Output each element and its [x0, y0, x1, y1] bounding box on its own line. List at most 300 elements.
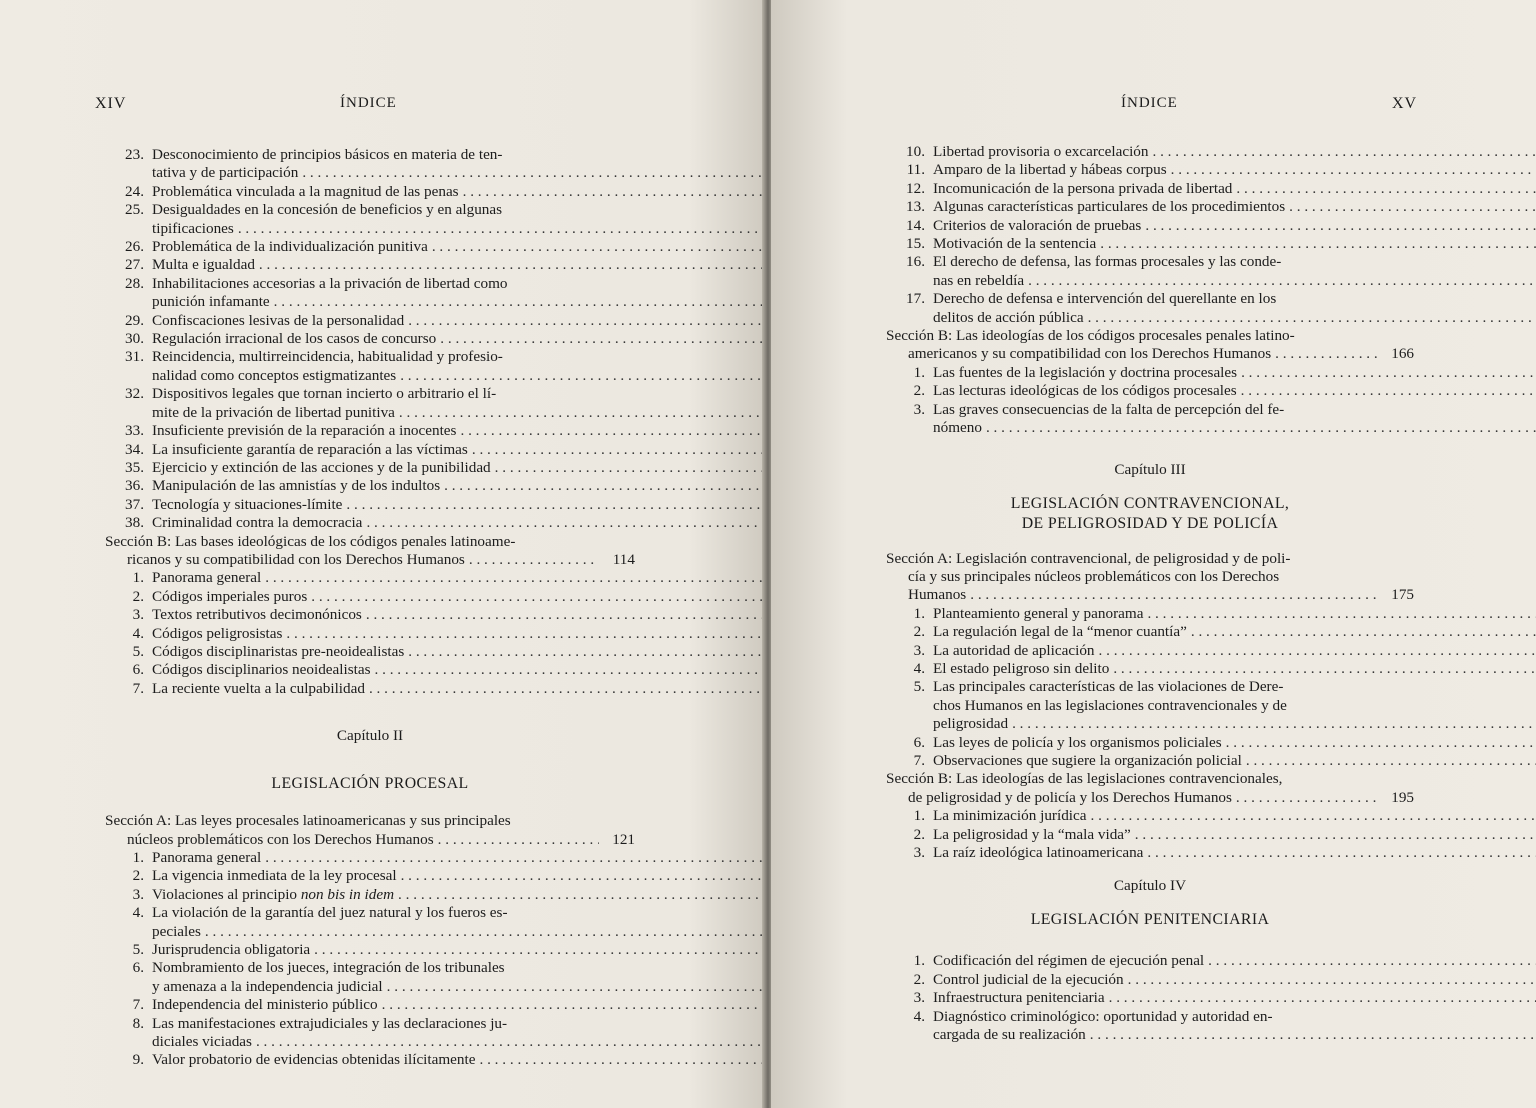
entry-number: 8. — [132, 1014, 144, 1032]
section-title: de peligrosidad y de policía y los Derechos Humanos — [908, 788, 1232, 806]
entry-number: 33. — [125, 422, 144, 440]
leader-dots — [1289, 198, 1536, 216]
entry-title: La minimización jurídica — [933, 807, 1087, 825]
entry-title-line — [933, 217, 1536, 235]
entry-title: Confiscaciones lesivas de la personalidad — [152, 311, 405, 329]
section-heading — [886, 550, 1414, 605]
entry-number: 23. — [125, 146, 144, 163]
entry-title-line — [152, 238, 765, 256]
entry-title-line — [152, 183, 765, 201]
entry-title-line — [933, 623, 1536, 641]
entry-number: 7. — [132, 996, 144, 1014]
leader-dots — [479, 1051, 765, 1069]
entry-title: Criterios de valoración de pruebas — [933, 216, 1142, 234]
section-heading — [105, 812, 635, 849]
entry-body — [933, 143, 1536, 161]
chapter-title: LEGISLACIÓN PROCESAL — [271, 775, 469, 793]
leader-dots — [1028, 272, 1536, 290]
entry-title-line — [152, 293, 765, 311]
toc-entry — [886, 989, 1414, 1007]
entry-title-line — [152, 569, 765, 587]
entry-body — [152, 146, 765, 183]
entry-title-line — [152, 643, 765, 661]
leader-dots — [387, 978, 765, 996]
leader-dots — [1128, 971, 1536, 989]
toc-entry — [105, 422, 635, 440]
leader-dots — [1145, 217, 1536, 235]
entry-title: cargada de su realización — [933, 1026, 1086, 1044]
entry-title-line — [933, 180, 1536, 198]
entry-title: La autoridad de aplicación — [933, 641, 1095, 659]
entry-title: Ejercicio y extinción de las acciones y de la punibilidad — [152, 458, 491, 476]
leader-dots — [205, 923, 765, 941]
entry-title-line — [933, 309, 1536, 327]
page-number: 195 — [1391, 788, 1414, 806]
entry-title-line — [152, 680, 765, 698]
entry-title-line: Inhabilitaciones accesorias a la privación de libertad como — [152, 274, 508, 292]
leader-dots — [286, 625, 765, 643]
toc-right — [886, 143, 1414, 1044]
entry-title-line — [152, 1033, 765, 1051]
entry-title-line — [933, 989, 1536, 1007]
entry-body — [152, 256, 765, 274]
leader-dots — [1226, 734, 1536, 752]
entry-body — [933, 180, 1536, 198]
entry-number: 3. — [913, 641, 925, 659]
entry-title-text: Violaciones al principio — [152, 885, 301, 903]
entry-body — [152, 867, 765, 885]
entry-title: Códigos disciplinaristas pre-neoidealistas — [152, 642, 405, 660]
entry-number: 31. — [125, 348, 144, 366]
entry-title-line — [933, 364, 1536, 382]
entry-title: La reciente vuelta a la culpabilidad — [152, 679, 365, 697]
leader-dots — [375, 661, 765, 679]
section-title: americanos y su compatibilidad con los Derechos Humanos — [908, 345, 1272, 363]
entry-number: 3. — [132, 606, 144, 624]
entry-title-line: Dispositivos legales que tornan incierto o arbitrario el lí- — [152, 385, 497, 403]
toc-entry — [105, 514, 635, 532]
section-line: cía y sus principales núcleos problemáticos con los Derechos — [908, 567, 1280, 585]
entry-title-line: El derecho de defensa, las formas procesales y las conde- — [933, 253, 1282, 271]
entry-number: 11. — [906, 161, 925, 179]
entry-title-line — [933, 715, 1536, 733]
toc-entry — [886, 180, 1414, 198]
entry-body — [933, 217, 1536, 235]
entry-body — [933, 623, 1536, 641]
leader-dots — [238, 220, 765, 238]
entry-title-line — [933, 752, 1536, 770]
entry-body — [152, 183, 765, 201]
entry-body — [933, 844, 1536, 862]
leader-dots — [366, 514, 765, 532]
entry-number: 27. — [125, 256, 144, 274]
entry-body — [152, 514, 765, 532]
leader-dots — [259, 256, 765, 274]
leader-dots — [1113, 660, 1536, 678]
entry-body — [152, 606, 765, 624]
toc-entry — [105, 238, 635, 256]
toc-section — [886, 550, 1414, 605]
entry-title: Control judicial de la ejecución — [933, 970, 1124, 988]
chapter-title-line2: DE PELIGROSIDAD Y DE POLICÍA — [1021, 514, 1279, 532]
entry-title: La raíz ideológica latinoamericana — [933, 844, 1144, 861]
entry-title: Problemática de la individualización punitiva — [152, 238, 428, 256]
leader-dots — [302, 164, 765, 182]
toc-entry — [105, 348, 635, 385]
leader-dots — [460, 422, 765, 440]
leader-dots — [408, 312, 765, 330]
entry-title-line — [152, 256, 765, 274]
leader-dots — [1236, 180, 1536, 198]
leader-dots — [1171, 161, 1536, 179]
entry-number: 32. — [125, 385, 144, 403]
leader-dots — [366, 606, 765, 624]
toc-entry — [105, 330, 635, 348]
entry-body — [152, 385, 765, 422]
entry-title-line — [933, 382, 1536, 400]
page-number: 121 — [612, 830, 635, 848]
toc-group — [105, 146, 635, 533]
toc-entry — [886, 217, 1414, 235]
leader-dots — [314, 941, 765, 959]
entry-body — [152, 330, 765, 348]
section-heading — [886, 770, 1414, 807]
leader-dots — [399, 404, 765, 422]
toc-entry — [886, 623, 1414, 641]
entry-title: Textos retributivos decimonónicos — [152, 606, 362, 624]
entry-title: Códigos disciplinarios neoidealistas — [152, 661, 371, 679]
entry-title: peligrosidad — [933, 715, 1009, 733]
entry-body — [933, 952, 1536, 970]
leader-dots — [1147, 844, 1536, 862]
entry-title — [152, 886, 394, 904]
entry-title-line — [152, 1051, 765, 1069]
toc-left — [105, 146, 635, 1070]
entry-number: 1. — [913, 807, 925, 825]
entry-body — [152, 588, 765, 606]
entry-title-line — [152, 625, 765, 643]
entry-title-line — [152, 441, 765, 459]
entry-title-line — [933, 734, 1536, 752]
toc-entry — [105, 256, 635, 274]
toc-entry — [105, 459, 635, 477]
entry-number: 26. — [125, 238, 144, 256]
toc-entry — [886, 364, 1414, 382]
chapter-label: Capítulo IV — [1113, 877, 1187, 895]
toc-entry — [886, 807, 1414, 825]
section-line: Sección A: Las leyes procesales latinoamericanas y sus principales — [105, 812, 511, 830]
entry-number: 1. — [132, 569, 144, 587]
entry-title-line — [152, 867, 765, 885]
entry-title: La insuficiente garantía de reparación a las víctimas — [152, 440, 468, 458]
section-title: ricanos y su compatibilidad con los Derechos Humanos — [127, 550, 465, 568]
toc-entry — [105, 625, 635, 643]
entry-title-line — [152, 941, 765, 959]
entry-number: 6. — [132, 959, 144, 977]
entry-number: 3. — [913, 989, 925, 1007]
leader-dots — [1241, 382, 1536, 400]
section-line: Sección B: Las ideologías de las legislaciones contravencionales, — [886, 770, 1283, 788]
entry-body — [933, 660, 1536, 678]
entry-body — [152, 1051, 765, 1069]
entry-title-line: Las graves consecuencias de la falta de percepción del fe- — [933, 400, 1285, 418]
toc-section — [886, 327, 1414, 364]
entry-body — [933, 1008, 1536, 1045]
entry-title-line: Nombramiento de los jueces, integración de los tribunales — [152, 959, 505, 977]
entry-body — [933, 642, 1536, 660]
toc-entry — [105, 886, 635, 904]
entry-title: Independencia del ministerio público — [152, 996, 378, 1014]
entry-body — [933, 382, 1536, 400]
toc-entry — [105, 1051, 635, 1069]
entry-number: 3. — [913, 400, 925, 418]
entry-body — [152, 904, 765, 941]
entry-title-line — [152, 459, 765, 477]
entry-title: peciales — [152, 922, 201, 940]
toc-entry — [105, 496, 635, 514]
section-title: Humanos — [908, 586, 967, 604]
leader-dots — [369, 680, 765, 698]
entry-title-line: Las principales características de las violaciones de Dere- — [933, 678, 1284, 696]
entry-title-line — [152, 164, 765, 182]
leader-dots — [401, 867, 765, 885]
chapter-label: Capítulo II — [336, 727, 404, 745]
entry-title: nalidad como conceptos estigmatizantes — [152, 366, 397, 384]
entry-title-line — [152, 477, 765, 495]
entry-number: 2. — [913, 382, 925, 400]
toc-group — [886, 364, 1414, 438]
entry-number: 7. — [913, 751, 925, 769]
entry-title-line: Desconocimiento de principios básicos en materia de ten- — [152, 146, 503, 163]
toc-entry — [105, 643, 635, 661]
leader-dots — [986, 419, 1536, 437]
entry-number: 30. — [125, 330, 144, 348]
entry-title-line — [933, 161, 1536, 179]
toc-entry — [886, 952, 1414, 970]
leader-dots — [398, 886, 765, 904]
toc-section — [105, 812, 635, 849]
entry-title-line — [152, 422, 765, 440]
entry-title-line — [152, 367, 765, 385]
entry-title: El estado peligroso sin delito — [933, 659, 1110, 677]
entry-title-line — [152, 312, 765, 330]
entry-number: 34. — [125, 440, 144, 458]
entry-title-line — [933, 419, 1536, 437]
entry-body — [152, 312, 765, 330]
entry-body — [152, 201, 765, 238]
leader-dots — [1100, 235, 1536, 253]
entry-number: 10. — [906, 143, 925, 160]
entry-title-line — [933, 143, 1536, 161]
entry-title: mite de la privación de libertad punitiva — [152, 403, 395, 421]
entry-number: 1. — [913, 604, 925, 622]
leader-dots — [274, 293, 765, 311]
entry-body — [933, 752, 1536, 770]
entry-number: 36. — [125, 477, 144, 495]
entry-number: 16. — [906, 253, 925, 271]
entry-number: 29. — [125, 311, 144, 329]
toc-entry — [886, 605, 1414, 623]
page-number: 166 — [1391, 345, 1414, 363]
toc-entry — [886, 678, 1414, 733]
entry-title: La peligrosidad y la “mala vida” — [933, 825, 1131, 843]
entry-title-line: Reincidencia, multirreincidencia, habitualidad y profesio- — [152, 348, 503, 366]
entry-title-line: Diagnóstico criminológico: oportunidad y autoridad en- — [933, 1007, 1273, 1025]
leader-dots — [440, 330, 765, 348]
toc-group — [886, 605, 1414, 771]
entry-number: 4. — [132, 904, 144, 922]
entry-body — [933, 253, 1536, 290]
entry-number: 6. — [913, 733, 925, 751]
page-folio: XV — [1392, 95, 1418, 112]
entry-title-line: chos Humanos en las legislaciones contravencionales y de — [933, 696, 1287, 714]
toc-entry — [886, 235, 1414, 253]
toc-group — [886, 143, 1414, 327]
entry-number: 3. — [913, 844, 925, 861]
entry-title: Manipulación de las amnistías y de los indultos — [152, 477, 441, 495]
toc-group — [886, 807, 1414, 862]
page-number: 175 — [1391, 586, 1414, 604]
entry-title-italic: non bis in idem — [300, 885, 395, 903]
entry-body — [933, 989, 1536, 1007]
leader-dots — [1088, 309, 1536, 327]
entry-title-line: Las manifestaciones extrajudiciales y las declaraciones ju- — [152, 1014, 508, 1032]
leader-dots — [265, 849, 765, 867]
section-line — [886, 789, 1414, 807]
entry-body — [152, 941, 765, 959]
toc-entry — [105, 385, 635, 422]
leader-dots — [382, 996, 765, 1014]
entry-title: Amparo de la libertad y hábeas corpus — [933, 161, 1167, 179]
entry-number: 1. — [132, 849, 144, 866]
toc-entry — [105, 606, 635, 624]
entry-title-line — [152, 661, 765, 679]
entry-body — [152, 569, 765, 587]
toc-entry — [886, 660, 1414, 678]
entry-number: 2. — [132, 867, 144, 885]
entry-body — [152, 661, 765, 679]
entry-number: 2. — [913, 623, 925, 641]
entry-title-line — [933, 826, 1536, 844]
toc-entry — [105, 588, 635, 606]
entry-body — [933, 678, 1536, 733]
entry-number: 13. — [906, 198, 925, 216]
entry-title-line — [933, 952, 1536, 970]
leader-dots — [472, 441, 765, 459]
entry-title: tativa y de participación — [152, 164, 299, 182]
toc-entry — [105, 1015, 635, 1052]
section-line: Sección A: Legislación contravencional, de peligrosidad y de poli- — [886, 549, 1291, 567]
entry-number: 24. — [125, 182, 144, 200]
toc-entry — [105, 312, 635, 330]
entry-title-line — [933, 235, 1536, 253]
toc-entry — [886, 1008, 1414, 1045]
entry-body — [933, 161, 1536, 179]
toc-entry — [105, 201, 635, 238]
leader-dots — [463, 183, 765, 201]
entry-title: Regulación irracional de los casos de concurso — [152, 330, 437, 348]
entry-title-line: Desigualdades en la concesión de beneficios y en algunas — [152, 201, 503, 219]
entry-title: Infraestructura penitenciaria — [933, 989, 1105, 1007]
entry-number: 4. — [132, 624, 144, 642]
leader-dots — [1090, 1026, 1536, 1044]
entry-title-line — [152, 220, 765, 238]
toc-group — [886, 952, 1414, 1044]
toc-section — [886, 770, 1414, 807]
entry-title: Códigos imperiales puros — [152, 587, 308, 605]
left-page — [0, 0, 765, 1108]
entry-number: 14. — [906, 216, 925, 234]
entry-number: 17. — [906, 290, 925, 308]
entry-body — [933, 235, 1536, 253]
toc-entry — [886, 198, 1414, 216]
entry-body — [933, 807, 1536, 825]
toc-entry — [105, 661, 635, 679]
entry-title-line — [152, 996, 765, 1014]
toc-entry — [105, 867, 635, 885]
leader-dots — [1099, 642, 1536, 660]
toc-entry — [886, 844, 1414, 862]
entry-title-line — [152, 496, 765, 514]
leader-dots — [311, 588, 765, 606]
entry-title-line — [933, 198, 1536, 216]
entry-number: 12. — [906, 179, 925, 197]
toc-entry — [886, 734, 1414, 752]
leader-dots — [1236, 789, 1378, 807]
leader-dots — [1109, 989, 1536, 1007]
section-line: Sección B: Las ideologías de los códigos procesales penales latino- — [886, 327, 1295, 345]
entry-number: 2. — [913, 970, 925, 988]
entry-title: y amenaza a la independencia judicial — [152, 977, 383, 995]
toc-entry — [105, 146, 635, 183]
entry-title-line — [152, 606, 765, 624]
section-line — [886, 345, 1414, 363]
section-line — [105, 831, 635, 849]
entry-title-line — [933, 272, 1536, 290]
toc-entry — [105, 441, 635, 459]
leader-dots — [438, 831, 599, 849]
leader-dots — [1091, 807, 1536, 825]
entry-title-line — [152, 404, 765, 422]
section-heading — [886, 327, 1414, 364]
entry-body — [933, 605, 1536, 623]
entry-title: Criminalidad contra la democracia — [152, 514, 363, 532]
entry-body — [152, 643, 765, 661]
section-heading — [105, 533, 635, 570]
entry-title: Observaciones que sugiere la organización policial — [933, 751, 1242, 769]
entry-title: Libertad provisoria o excarcelación — [933, 143, 1149, 160]
running-head: ÍNDICE — [1121, 95, 1178, 111]
leader-dots — [1012, 715, 1536, 733]
entry-title-line — [933, 642, 1536, 660]
leader-dots — [1191, 623, 1536, 641]
entry-title: diciales viciadas — [152, 1033, 252, 1051]
entry-title: Panorama general — [152, 849, 262, 866]
toc-entry — [105, 569, 635, 587]
toc-entry — [886, 971, 1414, 989]
entry-number: 5. — [132, 642, 144, 660]
leader-dots — [495, 459, 765, 477]
entry-body — [152, 996, 765, 1014]
entry-title-line — [152, 923, 765, 941]
chapter-title: LEGISLACIÓN PENITENCIARIA — [1030, 911, 1270, 929]
entry-number: 3. — [132, 885, 144, 903]
entry-title: Insuficiente previsión de la reparación a inocentes — [152, 422, 457, 440]
entry-body — [152, 886, 765, 904]
entry-title: La regulación legal de la “menor cuantía” — [933, 623, 1187, 641]
entry-body — [152, 238, 765, 256]
leader-dots — [432, 238, 765, 256]
